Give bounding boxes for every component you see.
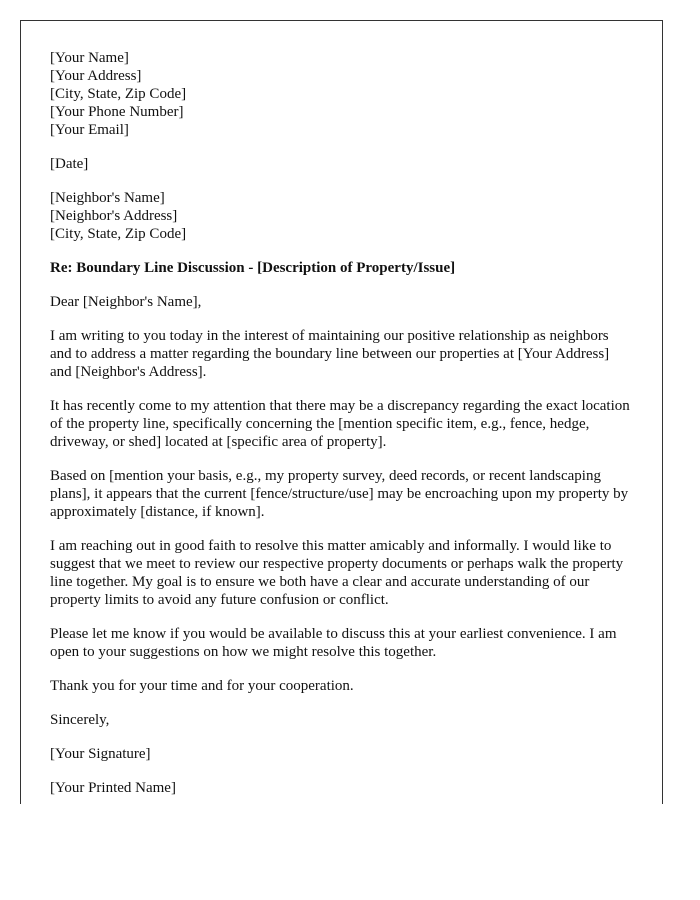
body-paragraph: I am writing to you today in the interest of maintaining our positive relationship as neighbors and to address a matter regarding the boundary line between our properties at [Your Address] and [Neighbor's Address]. xyxy=(50,328,610,380)
sender-email: [Your Email] xyxy=(50,122,129,138)
letter-date: [Date] xyxy=(50,156,89,172)
sender-city-state-zip: [City, State, Zip Code] xyxy=(50,86,187,102)
body-paragraph: Please let me know if you would be available to discuss this at your earliest convenience. I am open to your suggestions on how we might resolve this together. xyxy=(50,626,617,660)
sender-address-block xyxy=(50,49,633,139)
body-paragraph: It has recently come to my attention that there may be a discrepancy regarding the exact location of the property line, specifically concerning the [mention specific item, e.g., fence, hedge, driveway, or shed] located at [specific area of property]. xyxy=(50,398,630,450)
body-paragraph: Based on [mention your basis, e.g., my property survey, deed records, or recent landscaping plans], it appears that the current [fence/structure/use] may be encroaching upon my property by approximately [distance, if known]. xyxy=(50,468,629,520)
closing: Sincerely, xyxy=(50,712,110,728)
printed-name: [Your Printed Name] xyxy=(50,780,176,796)
subject-line: Re: Boundary Line Discussion - [Description of Property/Issue] xyxy=(50,260,456,276)
letter-page xyxy=(20,20,663,804)
sender-name: [Your Name] xyxy=(50,50,129,66)
recipient-name: [Neighbor's Name] xyxy=(50,190,165,206)
sender-phone: [Your Phone Number] xyxy=(50,104,184,120)
body-paragraph: Thank you for your time and for your cooperation. xyxy=(50,678,354,694)
body-paragraph: I am reaching out in good faith to resolve this matter amicably and informally. I would like to suggest that we meet to review our respective property documents or perhaps walk the property line together. My goal is to ensure we both have a clear and accurate understanding of our property limits to avoid any future confusion or conflict. xyxy=(50,538,624,608)
sender-address: [Your Address] xyxy=(50,68,142,84)
signature: [Your Signature] xyxy=(50,746,151,762)
salutation: Dear [Neighbor's Name], xyxy=(50,294,202,310)
recipient-city-state-zip: [City, State, Zip Code] xyxy=(50,226,187,242)
recipient-address: [Neighbor's Address] xyxy=(50,208,178,224)
recipient-address-block xyxy=(50,189,633,243)
